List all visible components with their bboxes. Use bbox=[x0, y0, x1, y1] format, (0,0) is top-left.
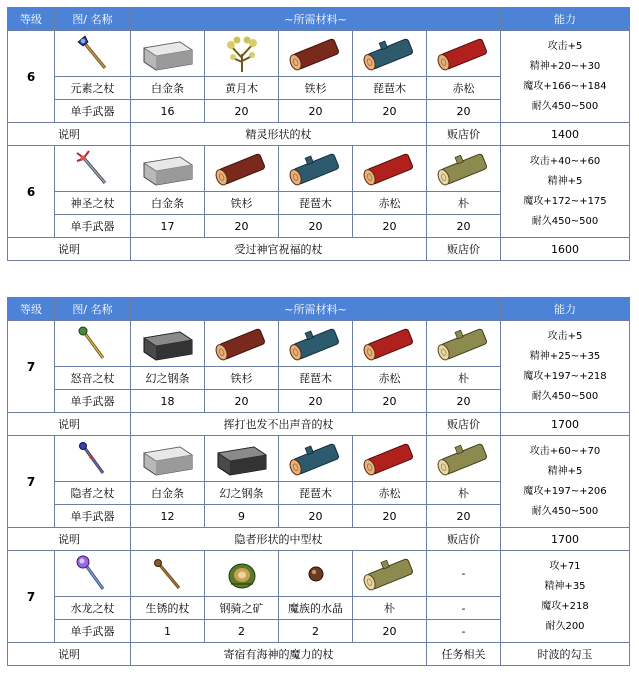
ability-line: 精神+5 bbox=[547, 175, 583, 187]
ability-line: 精神+35 bbox=[544, 580, 586, 592]
shop-price-label: 贩店价 bbox=[427, 123, 501, 146]
ability-line: 魔攻+218 bbox=[541, 600, 589, 612]
material-qty: 17 bbox=[131, 215, 205, 238]
material-image bbox=[205, 31, 279, 77]
header-row bbox=[8, 8, 630, 31]
pu-log-icon bbox=[432, 439, 496, 479]
material-image bbox=[205, 436, 279, 482]
ability-line: 攻击+5 bbox=[547, 40, 583, 52]
header-ability: 能力 bbox=[501, 298, 630, 321]
item-desc-row bbox=[8, 643, 630, 666]
ability-line: 攻+71 bbox=[549, 560, 581, 572]
shop-price: 1600 bbox=[501, 238, 630, 261]
material-qty: 20 bbox=[279, 390, 353, 413]
material-empty: - bbox=[427, 551, 501, 597]
item-row-hermit-staff bbox=[8, 436, 630, 482]
item-desc-row bbox=[8, 123, 630, 146]
red-pine-log-icon bbox=[358, 439, 422, 479]
platinum-bar-icon bbox=[138, 34, 198, 74]
material-name: 钢骑之矿 bbox=[205, 597, 279, 620]
item-level: 7 bbox=[8, 551, 55, 643]
material-qty: 20 bbox=[279, 100, 353, 123]
shop-price-label: 贩店价 bbox=[427, 528, 501, 551]
ability-line: 精神+20~+30 bbox=[529, 60, 601, 72]
header-ability: 能力 bbox=[501, 8, 630, 31]
material-image bbox=[353, 31, 427, 77]
ability-line: 耐久450~500 bbox=[531, 215, 599, 227]
ability-cell bbox=[501, 436, 630, 528]
material-qty: 20 bbox=[427, 100, 501, 123]
item-type: 单手武器 bbox=[55, 505, 131, 528]
header-level: 等级 bbox=[8, 8, 55, 31]
material-name: 赤松 bbox=[353, 192, 427, 215]
item-name: 隐者之杖 bbox=[55, 482, 131, 505]
material-name: 赤松 bbox=[353, 482, 427, 505]
red-pine-log-icon bbox=[358, 149, 422, 189]
holy-staff-icon bbox=[73, 149, 113, 189]
material-image bbox=[353, 321, 427, 367]
material-name: 铁杉 bbox=[205, 367, 279, 390]
pu-log-icon bbox=[432, 324, 496, 364]
ability-line: 耐久450~500 bbox=[531, 100, 599, 112]
material-image bbox=[353, 146, 427, 192]
pipa-log-icon bbox=[358, 34, 422, 74]
item-row-silent-staff bbox=[8, 321, 630, 367]
material-name: 琵琶木 bbox=[353, 77, 427, 100]
item-row-holy-staff bbox=[8, 146, 630, 192]
ability-line: 魔攻+197~+206 bbox=[523, 485, 607, 497]
staff-image bbox=[55, 146, 131, 192]
item-name: 神圣之杖 bbox=[55, 192, 131, 215]
item-desc-row bbox=[8, 528, 630, 551]
material-qty: 20 bbox=[279, 505, 353, 528]
material-name: 幻之钢条 bbox=[131, 367, 205, 390]
material-image bbox=[279, 321, 353, 367]
material-qty: 20 bbox=[353, 215, 427, 238]
material-name: 白金条 bbox=[131, 77, 205, 100]
water-dragon-staff-icon bbox=[73, 554, 113, 594]
item-level: 7 bbox=[8, 436, 55, 528]
material-image bbox=[427, 146, 501, 192]
desc-label: 说明 bbox=[8, 123, 131, 146]
material-qty: 20 bbox=[353, 390, 427, 413]
material-image bbox=[131, 31, 205, 77]
pipa-log-icon bbox=[284, 149, 348, 189]
shop-price: 1700 bbox=[501, 528, 630, 551]
material-qty: 20 bbox=[205, 100, 279, 123]
rusty-staff-icon bbox=[143, 554, 193, 594]
crafting-table-level6 bbox=[7, 7, 630, 261]
material-image bbox=[279, 551, 353, 597]
ability-line: 精神+5 bbox=[547, 465, 583, 477]
item-description: 精灵形状的杖 bbox=[131, 123, 427, 146]
item-level: 6 bbox=[8, 31, 55, 123]
material-qty: 2 bbox=[205, 620, 279, 643]
material-name: 琵琶木 bbox=[279, 367, 353, 390]
material-image bbox=[205, 551, 279, 597]
staff-image bbox=[55, 321, 131, 367]
material-image bbox=[427, 436, 501, 482]
silent-staff-icon bbox=[73, 324, 113, 364]
material-name: 朴 bbox=[427, 367, 501, 390]
phantom-steel-bar-icon bbox=[138, 324, 198, 364]
ability-line: 魔攻+166~+184 bbox=[523, 80, 607, 92]
item-name: 怒音之杖 bbox=[55, 367, 131, 390]
item-desc-row bbox=[8, 413, 630, 436]
material-qty: 20 bbox=[353, 620, 427, 643]
material-image bbox=[131, 551, 205, 597]
material-image bbox=[353, 436, 427, 482]
material-name: 朴 bbox=[353, 597, 427, 620]
material-qty: 20 bbox=[427, 505, 501, 528]
red-pine-log-icon bbox=[358, 324, 422, 364]
steel-rider-ore-icon bbox=[217, 554, 267, 594]
material-qty: 20 bbox=[353, 100, 427, 123]
item-description: 寄宿有海神的魔力的杖 bbox=[131, 643, 427, 666]
staff-image bbox=[55, 31, 131, 77]
hemlock-log-icon bbox=[210, 149, 274, 189]
phantom-steel-bar-icon bbox=[212, 439, 272, 479]
elemental-staff-icon bbox=[73, 34, 113, 74]
item-desc-row bbox=[8, 238, 630, 261]
material-qty: 1 bbox=[131, 620, 205, 643]
material-qty: 20 bbox=[427, 215, 501, 238]
ability-cell bbox=[501, 551, 630, 643]
material-image bbox=[205, 146, 279, 192]
ability-line: 精神+25~+35 bbox=[529, 350, 601, 362]
item-type: 单手武器 bbox=[55, 215, 131, 238]
material-name: 琵琶木 bbox=[279, 192, 353, 215]
demon-crystal-icon bbox=[291, 554, 341, 594]
material-qty: 16 bbox=[131, 100, 205, 123]
material-image bbox=[427, 321, 501, 367]
ability-cell bbox=[501, 31, 630, 123]
material-name: 白金条 bbox=[131, 482, 205, 505]
desc-label: 说明 bbox=[8, 413, 131, 436]
material-qty: 12 bbox=[131, 505, 205, 528]
header-materials: ~所需材料~ bbox=[131, 298, 501, 321]
material-name: 朴 bbox=[427, 482, 501, 505]
ability-line: 攻击+60~+70 bbox=[529, 445, 601, 457]
material-name: 朴 bbox=[427, 192, 501, 215]
material-image bbox=[131, 436, 205, 482]
material-image bbox=[131, 321, 205, 367]
material-image bbox=[427, 31, 501, 77]
desc-label: 说明 bbox=[8, 528, 131, 551]
platinum-bar-icon bbox=[138, 149, 198, 189]
item-type: 单手武器 bbox=[55, 390, 131, 413]
ability-line: 耐久450~500 bbox=[531, 390, 599, 402]
item-row-water-dragon-staff bbox=[8, 551, 630, 597]
item-name: 水龙之杖 bbox=[55, 597, 131, 620]
material-image bbox=[279, 31, 353, 77]
material-qty: 2 bbox=[279, 620, 353, 643]
material-empty: - bbox=[427, 597, 501, 620]
ability-line: 攻击+5 bbox=[547, 330, 583, 342]
material-image bbox=[205, 321, 279, 367]
ability-line: 耐久200 bbox=[545, 620, 585, 632]
ability-line: 攻击+40~+60 bbox=[529, 155, 601, 167]
desc-label: 说明 bbox=[8, 643, 131, 666]
item-description: 隐者形状的中型杖 bbox=[131, 528, 427, 551]
pu-log-icon bbox=[358, 554, 422, 594]
material-name: 魔族的水晶 bbox=[279, 597, 353, 620]
material-name: 铁杉 bbox=[279, 77, 353, 100]
material-name: 幻之钢条 bbox=[205, 482, 279, 505]
material-image bbox=[279, 436, 353, 482]
item-row-elemental-staff bbox=[8, 31, 630, 77]
material-name: 黄月木 bbox=[205, 77, 279, 100]
header-materials: ~所需材料~ bbox=[131, 8, 501, 31]
ability-line: 魔攻+197~+218 bbox=[523, 370, 607, 382]
desc-label: 说明 bbox=[8, 238, 131, 261]
pu-log-icon bbox=[432, 149, 496, 189]
yellow-moon-wood-icon bbox=[217, 34, 267, 74]
hemlock-log-icon bbox=[210, 324, 274, 364]
item-level: 7 bbox=[8, 321, 55, 413]
material-qty: 18 bbox=[131, 390, 205, 413]
shop-price-label: 贩店价 bbox=[427, 238, 501, 261]
material-qty: 20 bbox=[205, 390, 279, 413]
material-name: 白金条 bbox=[131, 192, 205, 215]
ability-line: 魔攻+172~+175 bbox=[523, 195, 607, 207]
ability-cell bbox=[501, 321, 630, 413]
material-image bbox=[279, 146, 353, 192]
red-pine-log-icon bbox=[432, 34, 496, 74]
staff-image bbox=[55, 551, 131, 597]
crafting-table-level7 bbox=[7, 297, 630, 666]
pipa-log-icon bbox=[284, 439, 348, 479]
hermit-staff-icon bbox=[73, 439, 113, 479]
shop-price: 1700 bbox=[501, 413, 630, 436]
material-qty: 9 bbox=[205, 505, 279, 528]
material-image bbox=[131, 146, 205, 192]
hemlock-log-icon bbox=[284, 34, 348, 74]
material-qty: 20 bbox=[279, 215, 353, 238]
header-level: 等级 bbox=[8, 298, 55, 321]
quest-reward: 时波的勾玉 bbox=[501, 643, 630, 666]
shop-price-label: 贩店价 bbox=[427, 413, 501, 436]
material-image bbox=[353, 551, 427, 597]
header-row bbox=[8, 298, 630, 321]
item-level: 6 bbox=[8, 146, 55, 238]
material-name: 赤松 bbox=[427, 77, 501, 100]
item-type: 单手武器 bbox=[55, 100, 131, 123]
material-name: 生锈的杖 bbox=[131, 597, 205, 620]
ability-cell bbox=[501, 146, 630, 238]
staff-image bbox=[55, 436, 131, 482]
material-name: 琵琶木 bbox=[279, 482, 353, 505]
platinum-bar-icon bbox=[138, 439, 198, 479]
material-qty: 20 bbox=[353, 505, 427, 528]
material-name: 铁杉 bbox=[205, 192, 279, 215]
material-qty: 20 bbox=[427, 390, 501, 413]
material-empty: - bbox=[427, 620, 501, 643]
shop-price: 1400 bbox=[501, 123, 630, 146]
item-description: 挥打也发不出声音的杖 bbox=[131, 413, 427, 436]
header-name: 图/ 名称 bbox=[55, 298, 131, 321]
quest-related-label: 任务相关 bbox=[427, 643, 501, 666]
item-type: 单手武器 bbox=[55, 620, 131, 643]
pipa-log-icon bbox=[284, 324, 348, 364]
item-name: 元素之杖 bbox=[55, 77, 131, 100]
material-name: 赤松 bbox=[353, 367, 427, 390]
item-description: 受过神官祝福的杖 bbox=[131, 238, 427, 261]
header-name: 图/ 名称 bbox=[55, 8, 131, 31]
material-qty: 20 bbox=[205, 215, 279, 238]
ability-line: 耐久450~500 bbox=[531, 505, 599, 517]
